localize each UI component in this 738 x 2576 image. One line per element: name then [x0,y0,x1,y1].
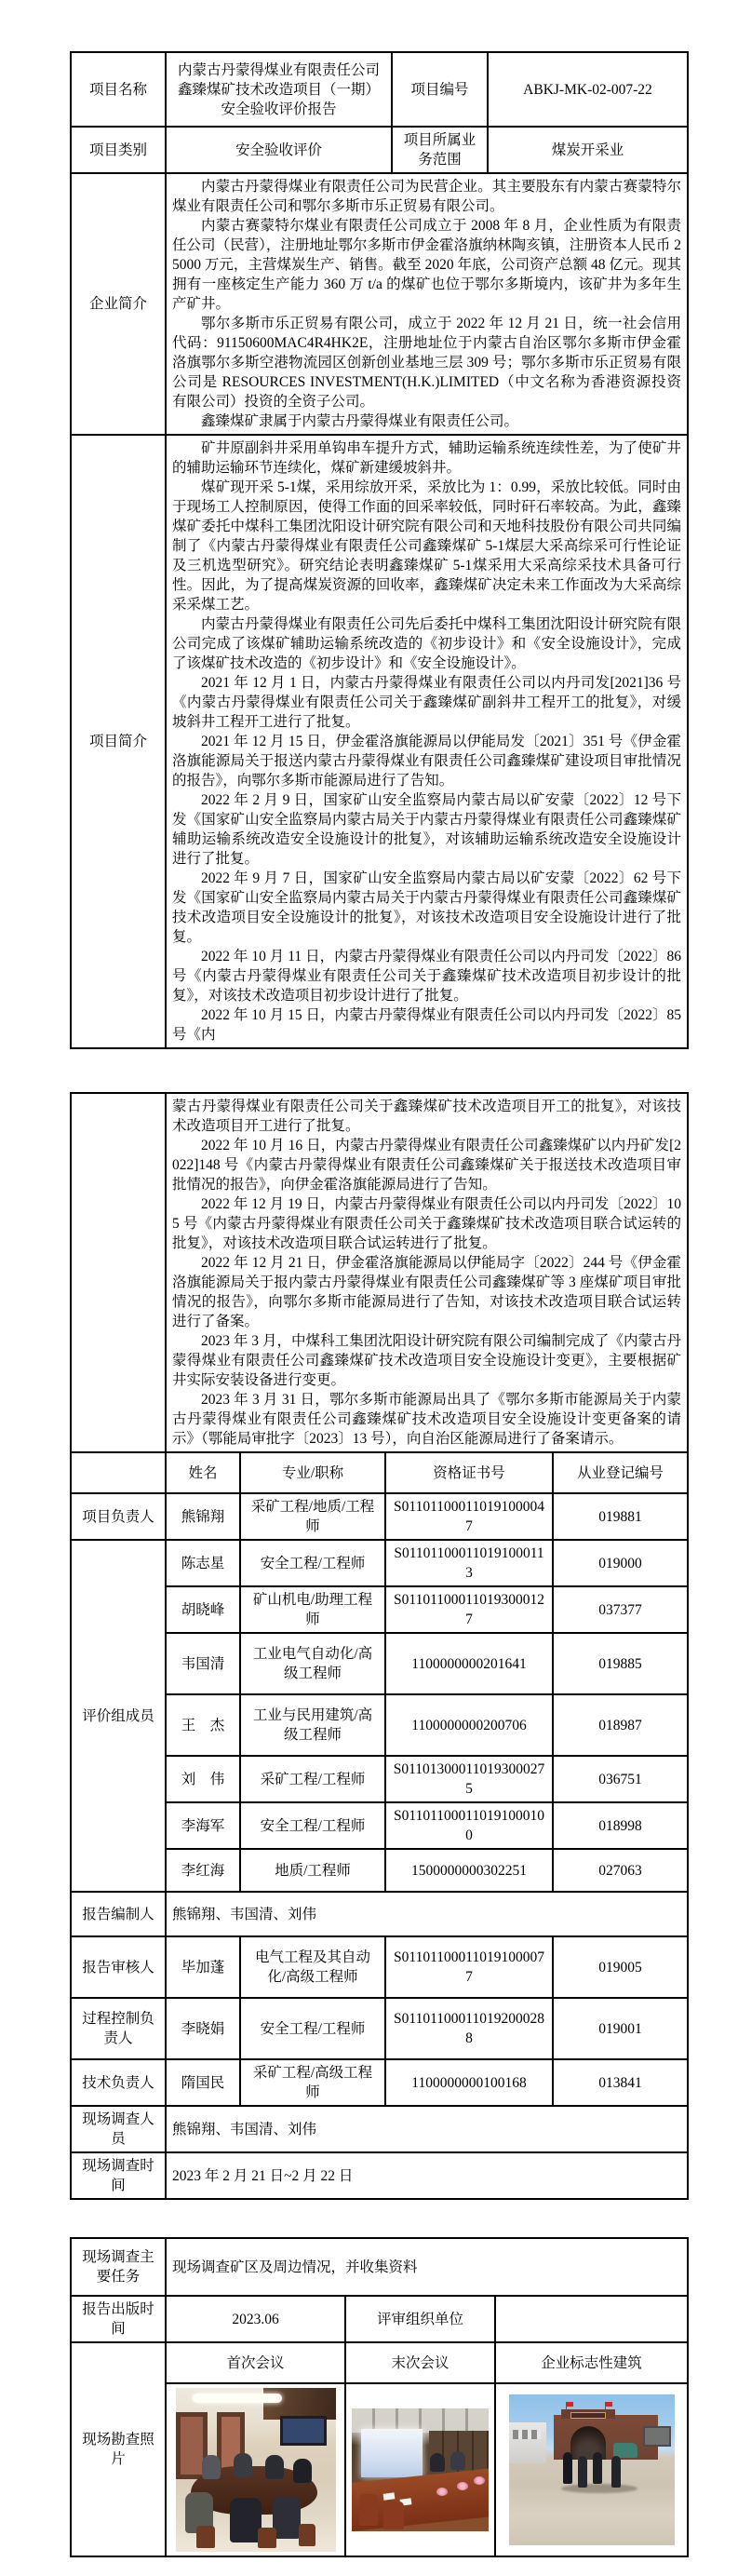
column-header-title: 专业/职称 [240,1452,385,1493]
process-control-label: 过程控制负责人 [71,1998,166,2059]
photo-caption-landmark: 企业标志性建筑 [495,2342,688,2383]
project-no-value: ABKJ-MK-02-007-22 [488,52,688,127]
person-cert: 1100000000100168 [385,2059,553,2106]
attendee-figure [230,2498,262,2542]
table-row [71,1493,688,1540]
chair [299,2524,315,2546]
photo-caption-last-meeting: 末次会议 [345,2342,495,2383]
project-category-label: 项目类别 [71,127,166,173]
ground-shadow [561,2484,637,2493]
person-cert: S011011000110191000077 [385,1936,553,1998]
person-title: 安全工程/工程师 [240,1802,385,1849]
red-flag [606,2402,612,2407]
person-cert: S011011000110191000100 [385,1802,553,1849]
person-name: 毕加蓬 [166,1936,240,1998]
photo-caption-row [71,2342,688,2383]
column-header-name: 姓名 [166,1452,240,1493]
attendee-figure [234,2453,252,2477]
photo-caption-first-meeting: 首次会议 [166,2342,345,2383]
survey-time-value: 2023 年 2 月 21 日~2 月 22 日 [166,2152,688,2199]
business-scope-label: 项目所属业务范围 [392,127,488,173]
report-reviewer-label: 报告审核人 [71,1936,166,1998]
company-profile-label: 企业简介 [71,173,166,435]
paragraph: 2022 年 12 月 19 日，内蒙古丹蒙得煤业有限责任公司以内丹司发〔2022〕105 号《内蒙古丹蒙得煤业有限责任公司关于鑫臻煤矿技术改造项目联合试运转的批复》，对该技术改造项目联合试运转进行了批复。 [172,1196,682,1251]
chair [196,2526,215,2548]
table-row [71,2106,688,2152]
paragraph: 鑫臻煤矿隶属于内蒙古丹蒙得煤业有限责任公司。 [201,413,519,429]
person-name: 韦国清 [166,1633,240,1694]
person-reg: 019881 [553,1493,688,1540]
paragraph: 煤矿现开采 5-1煤，采用综放开采，采放比为 1：0.99，采放比较低。同时由于现场工人控制原因，使得工作面的回采率较低，同时矸石率较高。为此，鑫臻煤矿委托中煤科工集团沈阳设计研究院有限公司和天地科技股份有限公司共同编制了《内蒙古丹蒙得煤业有限责任公司鑫臻煤矿 5-1煤层大采高综采可行性论证及三机选型研究》。研究结论表明鑫臻煤矿 5-1煤采用大采高综采技术具备可行性。因此，为了提高煤炭资源的回收率，鑫臻煤矿决定未来工作面改为大采高综采采煤工艺。 [172,479,681,613]
column-header-cert: 资格证书号 [385,1452,553,1493]
person-name: 胡晓峰 [166,1586,240,1633]
person-cert: 1100000000200706 [385,1694,553,1756]
table-row [71,173,688,435]
chair [383,2502,404,2529]
attendee-figure [450,2451,465,2470]
paragraph: 2022 年 12 月 21 日，伊金霍洛旗能源局以伊能局字〔2022〕244 号《伊金霍洛旗能源局关于报内蒙古丹蒙得煤业有限责任公司鑫臻煤矿等 3 座煤矿项目审批情况的报告》，向鄂尔多斯市能源局进行了告知，对该技术改造项目联合试运转进行了备案。 [172,1255,682,1329]
paragraph: 2023 年 3 月，中煤科工集团沈阳设计研究院有限公司编制完成了《内蒙古丹蒙得煤业有限责任公司鑫臻煤矿技术改造项目安全设施设计变更》，主要根据矿井实际安装设备进行变更。 [172,1333,682,1388]
attendee-figure [273,2496,301,2539]
publish-date-label: 报告出版时间 [71,2296,166,2342]
display-board [643,2426,671,2447]
survey-table [70,2237,689,2557]
person-name: 隋国民 [166,2059,240,2106]
person-cert: 1500000000302251 [385,1849,553,1892]
building-windows [513,2430,541,2439]
first-meeting-photo-cell [166,2383,345,2556]
person-reg: 027063 [553,1849,688,1892]
person-title: 安全工程/工程师 [240,1540,385,1586]
person-title: 安全工程/工程师 [240,1998,385,2059]
project-name-value: 内蒙古丹蒙得煤业有限责任公司鑫臻煤矿技术改造项目（一期）安全验收评价报告 [166,52,392,127]
red-flag [567,2402,573,2407]
last-meeting-photo [352,2408,489,2531]
paragraph: 2022 年 10 月 15 日，内蒙古丹蒙得煤业有限责任公司以内丹司发〔2022〕85 号《内 [172,1007,681,1043]
person-cert: 1100000000201641 [385,1633,553,1694]
person-name: 熊锦翔 [166,1493,240,1540]
person-reg: 013841 [553,2059,688,2106]
white-building [509,2422,546,2463]
paragraph: 鄂尔多斯市乐正贸易有限公司，成立于 2022 年 12 月 21 日，统一社会信用代码：91150600MAC4R4HK2E，注册地址位于内蒙古自治区鄂尔多斯市伊金霍洛旗鄂尔多斯空港物流园区创新创业基地三层 309 号；鄂尔多斯市乐正贸易有限公司是 RESOURCES INVESTMENT(H.K.)LIMITED（中文名称为香港资源投资有限公司）投资的全资子公司。 [172,316,681,410]
person-name: 刘 伟 [166,1756,240,1802]
person-title: 工业电气自动化/高级工程师 [240,1633,385,1694]
paragraph: 矿井原副斜井采用单钩串车提升方式，辅助运输系统连续性差，为了使矿井的辅助运输环节连续化，煤矿新建缓坡斜井。 [172,440,681,476]
publish-date-value: 2023.06 [166,2296,345,2342]
person-reg: 036751 [553,1756,688,1802]
last-meeting-photo-cell [345,2383,495,2556]
attendee-figure [293,2459,312,2483]
landmark-building-photo [509,2394,675,2545]
review-org-value [495,2296,688,2342]
person-name: 王 杰 [166,1694,240,1756]
table-row [71,1093,688,1452]
chair [258,2528,276,2548]
company-profile-text [166,173,688,435]
person-name: 李晓娟 [166,1998,240,2059]
table-row [71,2238,688,2296]
person-name: 李海军 [166,1802,240,1849]
survey-task-value: 现场调查矿区及周边情况，并收集资料 [166,2238,688,2296]
table-row [71,435,688,1048]
flower-decoration [436,2488,448,2496]
person-title: 采矿工程/工程师 [240,1756,385,1802]
project-category-value: 安全验收评价 [166,127,392,173]
table-row [71,127,688,173]
project-profile-continuation-text [166,1093,688,1452]
survey-task-label: 现场调查主要任务 [71,2238,166,2296]
survey-staff-label: 现场调查人员 [71,2106,166,2152]
paragraph: 2023 年 3 月 31 日，鄂尔多斯市能源局出具了《鄂尔多斯市能源局关于内蒙古丹蒙得煤业有限责任公司鑫臻煤矿技术改造项目安全设施设计变更备案的请示》（鄂能局审批字〔2023〕13 号），向自治区能源局进行了备案请示。 [172,1392,682,1447]
paragraph: 内蒙古丹蒙得煤业有限责任公司为民营企业。其主要股东有内蒙古赛蒙特尔煤业有限责任公司和鄂尔多斯市乐正贸易有限公司。 [172,179,681,214]
table-row [71,1540,688,1586]
person-name: 陈志星 [166,1540,240,1586]
survey-photos-label: 现场勘查照片 [71,2342,166,2556]
project-profile-label: 项目简介 [71,435,166,1048]
survey-staff-value: 熊锦翔、韦国清、刘伟 [166,2106,688,2152]
person-cert: S011013000110193000275 [385,1756,553,1802]
person-reg: 018998 [553,1802,688,1849]
person-figure [593,2452,602,2484]
person-reg: 019005 [553,1936,688,1998]
paragraph: 蒙古丹蒙得煤业有限责任公司关于鑫臻煤矿技术改造项目开工的批复》，对该技术改造项目开工进行了批复。 [172,1099,682,1134]
empty-label-cell [71,1093,166,1452]
attendee-figure [430,2453,445,2472]
paragraph: 2022 年 10 月 16 日，内蒙古丹蒙得煤业有限责任公司鑫臻煤矿以内丹矿发[2022]148 号《内蒙古丹蒙得煤业有限责任公司鑫臻煤矿关于报送技术改造项目审批情况的报告》，向伊金霍洛旗能源局进行了告知。 [172,1138,682,1193]
project-profile-text [166,435,688,1048]
landmark-photo-cell [495,2383,688,2556]
table-row [71,1936,688,1998]
flower-decoration [457,2482,468,2490]
person-reg: 018987 [553,1694,688,1756]
person-name: 李红海 [166,1849,240,1892]
paragraph: 2022 年 10 月 11 日，内蒙古丹蒙得煤业有限责任公司以内丹司发〔2022〕86 号《内蒙古丹蒙得煤业有限责任公司关于鑫臻煤矿技术改造项目初步设计的批复》，对该技术改造项目初步设计进行了批复。 [172,949,681,1004]
person-reg: 019000 [553,1540,688,1586]
project-name-label: 项目名称 [71,52,166,127]
survey-time-label: 现场调查时间 [71,2152,166,2199]
table-row [71,2152,688,2199]
gate-plaque [570,2412,606,2419]
ceiling-light [193,2394,282,2403]
personnel-table [70,1092,689,2200]
column-header-reg: 从业登记编号 [553,1452,688,1493]
table-row [71,52,688,127]
paragraph: 2021 年 12 月 15 日，伊金霍洛旗能源局以伊能局发〔2021〕351 号《伊金霍洛旗能源局关于报送内蒙古丹蒙得煤业有限责任公司鑫臻煤矿建设项目审批情况的报告》，向鄂尔多斯市能源局进行了告知。 [172,734,681,789]
person-figure [563,2452,572,2484]
attendee-figure [202,2455,221,2479]
attendee-figure [265,2455,284,2479]
report-writers-value: 熊锦翔、韦国清、刘伟 [166,1892,688,1936]
person-title: 采矿工程/高级工程师 [240,2059,385,2106]
flower-decoration [474,2476,485,2485]
business-scope-value: 煤炭开采业 [488,127,688,173]
person-title: 矿山机电/助理工程师 [240,1586,385,1633]
table-row [71,1998,688,2059]
table-gap [0,2200,738,2237]
paragraph: 内蒙古赛蒙特尔煤业有限责任公司成立于 2008 年 8 月，企业性质为有限责任公司（民营），注册地址鄂尔多斯市伊金霍洛旗纳林陶亥镇，注册资本人民币 25000 万元，主营煤炭生产、销售。截至 2020 年底，公司资产总额 48 亿元。现其拥有一座核定生产能力 360 万 t/a 的煤矿也位于鄂尔多斯境内，该矿井为多年生产矿井。 [172,218,681,312]
person-figure [611,2456,621,2488]
first-meeting-photo [176,2388,336,2552]
technical-leader-label: 技术负责人 [71,2059,166,2106]
person-title: 电气工程及其自动化/高级工程师 [240,1936,385,1998]
person-cert: S011011000110191000047 [385,1493,553,1540]
person-reg: 019885 [553,1633,688,1694]
projection-screen [361,2429,423,2477]
table-row [71,2059,688,2106]
paragraph: 2022 年 2 月 9 日，国家矿山安全监察局内蒙古局以矿安蒙〔2022〕12 号下发《国家矿山安全监察局内蒙古局关于内蒙古丹蒙得煤业有限责任公司鑫臻煤矿辅助运输系统改造安全设施设计的批复》，对该辅助运输系统改造安全设施设计进行了批复。 [172,792,681,867]
table-header-row [71,1452,688,1493]
evaluation-team-label: 评价组成员 [71,1540,166,1892]
paragraph: 2022 年 9 月 7 日，国家矿山安全监察局内蒙古局以矿安蒙〔2022〕62 号下发《国家矿山安全监察局内蒙古局关于内蒙古丹蒙得煤业有限责任公司鑫臻煤矿技术改造项目安全设施设计的批复》，对该技术改造项目安全设施设计进行了批复。 [172,870,681,945]
person-title: 工业与民用建筑/高级工程师 [240,1694,385,1756]
person-title: 采矿工程/地质/工程师 [240,1493,385,1540]
person-cert: S011011000110193000127 [385,1586,553,1633]
person-figure [578,2456,587,2488]
table-gap [0,1049,738,1092]
project-leader-label: 项目负责人 [71,1493,166,1540]
person-reg: 019001 [553,1998,688,2059]
empty-label-cell [71,1452,166,1493]
person-cert: S011011000110191000113 [385,1540,553,1586]
person-title: 地质/工程师 [240,1849,385,1892]
report-writers-label: 报告编制人 [71,1892,166,1936]
paragraph: 内蒙古丹蒙得煤业有限责任公司先后委托中煤科工集团沈阳设计研究院有限公司完成了该煤矿辅助运输系统改造的《初步设计》和《安全设施设计》，完成了该煤矿技术改造的《初步设计》和《安全设施设计》。 [172,616,681,671]
project-info-table [70,51,689,1049]
tv-screen [280,2416,327,2446]
table-row [71,2296,688,2342]
paragraph: 2021 年 12 月 1 日，内蒙古丹蒙得煤业有限责任公司以内丹司发[2021]36 号《内蒙古丹蒙得煤业有限责任公司关于鑫臻煤矿副斜井工程开工的批复》，对缓坡斜井工程开工进行了批复。 [172,675,681,730]
review-org-label: 评审组织单位 [345,2296,495,2342]
chair [359,2494,378,2526]
person-cert: S011011000110192000288 [385,1998,553,2059]
project-no-label: 项目编号 [392,52,488,127]
person-reg: 037377 [553,1586,688,1633]
table-row [71,1892,688,1936]
